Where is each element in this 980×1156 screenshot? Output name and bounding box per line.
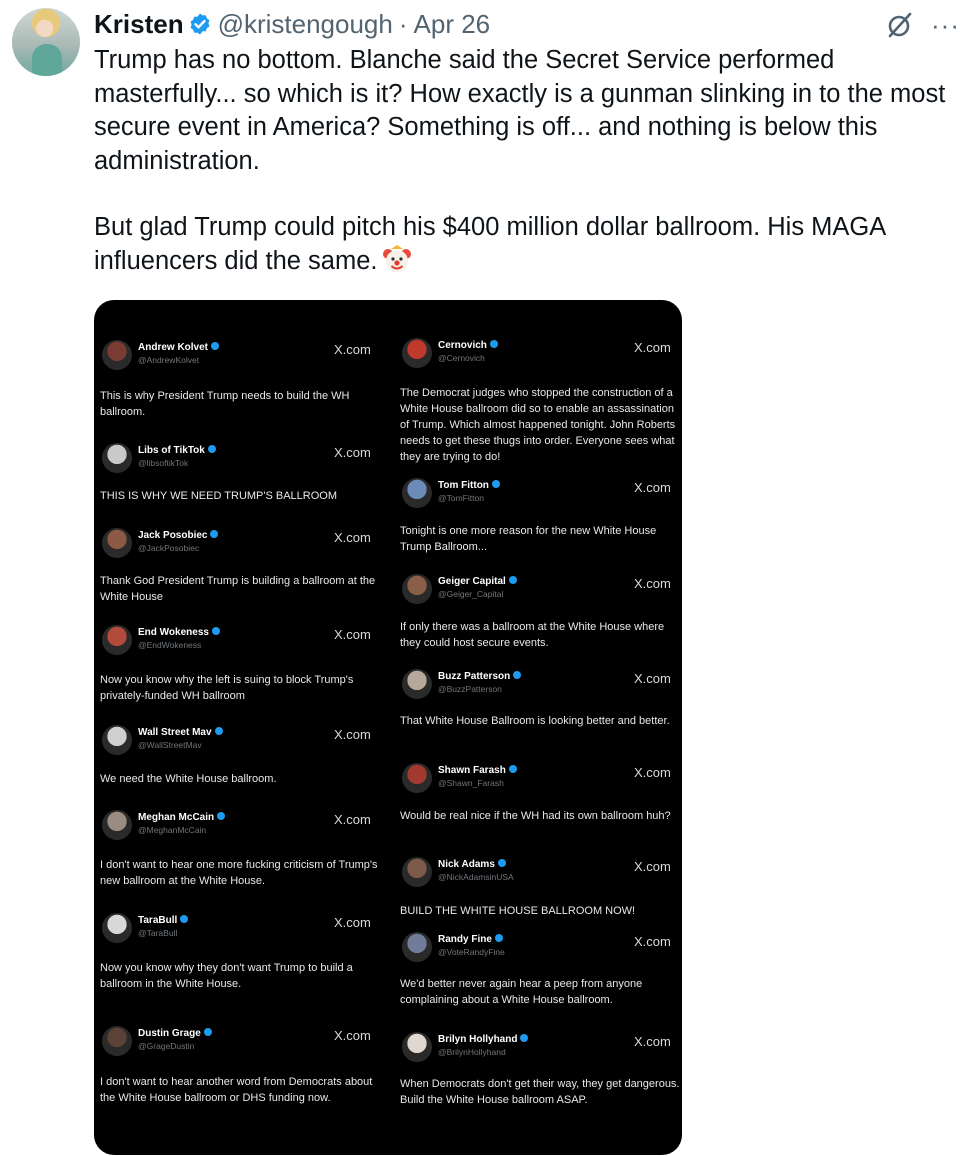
post-author-handle: @libsoftikTok: [138, 458, 189, 468]
post-text: If only there was a ballroom at the White House where they could host secure events.: [400, 621, 665, 649]
verified-badge-icon: [180, 915, 188, 923]
post-author-name-text: Andrew Kolvet: [138, 342, 209, 353]
post-text: I don't want to hear one more fucking criticism of Trump's new ballroom at the White House.: [100, 859, 378, 887]
post-author-name: [438, 934, 503, 945]
post-author-handle: @TomFitton: [438, 493, 484, 503]
left-post-3: [94, 528, 384, 613]
right-post-6: [394, 857, 682, 943]
post-text: Now you know why the left is suing to block Trump's privately-funded WH ballroom: [100, 674, 354, 702]
post-author-name: [438, 340, 498, 351]
post-author-handle: @EndWokeness: [138, 640, 202, 650]
post-author-name: [138, 530, 218, 541]
post-author-name: [438, 765, 517, 776]
post-author-handle: @BrilynHollyhand: [438, 1047, 506, 1057]
post-author-handle: @JackPosobiec: [138, 543, 200, 553]
post-author-name-text: Nick Adams: [438, 859, 495, 870]
verified-badge-icon: [188, 12, 212, 36]
post-author-name-text: Dustin Grage: [138, 1028, 201, 1039]
post-author-handle: @GrageDustin: [138, 1041, 195, 1051]
post-avatar: [102, 913, 132, 943]
post-author-name: [138, 812, 225, 823]
right-post-2: [394, 478, 682, 563]
post-avatar: [102, 625, 132, 655]
post-text: Now you know why they don't want Trump to build a ballroom in the White House.: [100, 962, 353, 990]
post-source-label: X.com: [634, 576, 671, 591]
post-author-handle: @Cernovich: [438, 353, 485, 363]
verified-badge-icon: [509, 765, 517, 773]
post-author-name-text: Wall Street Mav: [138, 727, 212, 738]
post-author-name-text: Meghan McCain: [138, 812, 215, 823]
post-author-name: [438, 859, 506, 870]
tweet-header: [94, 8, 980, 40]
post-text: When Democrats don't get their way, they get dangerous. Build the White House ballroom ASAP.: [400, 1078, 680, 1106]
post-avatar: [402, 1032, 432, 1062]
verified-badge-icon: [208, 445, 216, 453]
post-avatar: [102, 340, 132, 370]
media-image[interactable]: [94, 300, 682, 1155]
right-post-5: [394, 763, 682, 848]
post-source-label: X.com: [334, 342, 371, 357]
grok-icon[interactable]: [885, 10, 915, 40]
post-author-name-text: Randy Fine: [438, 934, 492, 945]
verified-badge-icon: [215, 727, 223, 735]
post-source-label: X.com: [334, 727, 371, 742]
post-source-label: X.com: [334, 530, 371, 545]
post-text: I don't want to hear another word from Democrats about the White House ballroom or DHS funding now.: [100, 1076, 373, 1104]
post-text: Thank God President Trump is building a ballroom at the White House: [100, 575, 376, 603]
verified-badge-icon: [492, 480, 500, 488]
post-source-label: X.com: [634, 340, 671, 355]
post-avatar: [402, 669, 432, 699]
post-avatar: [402, 338, 432, 368]
author-handle[interactable]: @kristengough: [217, 8, 393, 39]
verified-badge-icon: [217, 812, 225, 820]
post-author-handle: @BuzzPatterson: [438, 684, 502, 694]
post-source-label: X.com: [334, 812, 371, 827]
verified-badge-icon: [509, 576, 517, 584]
tweet-paragraph-2: [94, 211, 964, 278]
post-text: Tonight is one more reason for the new White House Trump Ballroom...: [400, 525, 657, 553]
post-text: We need the White House ballroom.: [100, 773, 277, 785]
avatar[interactable]: [12, 8, 80, 76]
verified-badge-icon: [520, 1034, 528, 1042]
post-author-name-text: Buzz Patterson: [438, 671, 511, 682]
post-author-name: [138, 727, 223, 738]
post-source-label: X.com: [634, 934, 671, 949]
right-post-4: [394, 669, 682, 753]
right-post-3: [394, 574, 682, 659]
post-author-name-text: Libs of TikTok: [138, 445, 205, 456]
post-text: THIS IS WHY WE NEED TRUMP'S BALLROOM: [100, 490, 338, 502]
verified-badge-icon: [495, 934, 503, 942]
post-text: BUILD THE WHITE HOUSE BALLROOM NOW!: [400, 905, 636, 917]
post-author-name-text: TaraBull: [138, 915, 178, 926]
post-author-name: [438, 576, 517, 587]
post-author-name: [438, 671, 521, 682]
post-author-handle: @Shawn_Farash: [438, 778, 504, 788]
post-author-name-text: End Wokeness: [138, 627, 209, 638]
post-author-name: [438, 1034, 528, 1045]
left-post-7: [94, 913, 384, 1000]
post-author-handle: @TaraBull: [138, 928, 178, 938]
post-source-label: X.com: [334, 1028, 371, 1043]
post-author-name-text: Tom Fitton: [438, 480, 489, 491]
post-text: This is why President Trump needs to build the WH ballroom.: [100, 390, 350, 418]
left-post-2: [94, 443, 384, 528]
post-author-handle: @WallStreetMav: [138, 740, 202, 750]
post-author-handle: @Geiger_Capital: [438, 589, 504, 599]
post-avatar: [102, 810, 132, 840]
verified-badge-icon: [490, 340, 498, 348]
post-source-label: X.com: [334, 445, 371, 460]
left-post-4: [94, 625, 384, 712]
post-author-handle: @MeghanMcCain: [138, 825, 207, 835]
post-avatar: [402, 574, 432, 604]
verified-badge-icon: [513, 671, 521, 679]
post-avatar: [402, 932, 432, 962]
post-author-handle: @VoteRandyFine: [438, 947, 505, 957]
post-avatar: [402, 478, 432, 508]
more-icon[interactable]: ···: [931, 10, 960, 40]
post-text: That White House Ballroom is looking better and better.: [400, 715, 670, 727]
post-source-label: X.com: [334, 915, 371, 930]
post-author-name: [138, 1028, 212, 1039]
post-author-name-text: Cernovich: [438, 340, 487, 351]
left-post-8: [94, 1026, 384, 1114]
post-source-label: X.com: [634, 765, 671, 780]
left-post-5: [94, 725, 384, 811]
verified-badge-icon: [210, 530, 218, 538]
right-post-7: [394, 932, 682, 1016]
left-post-6: [94, 810, 384, 897]
post-text: We'd better never again hear a peep from anyone complaining about a White House ballroom.: [400, 978, 643, 1006]
verified-badge-icon: [211, 342, 219, 350]
post-source-label: X.com: [634, 671, 671, 686]
post-text: Would be real nice if the WH had its own ballroom huh?: [400, 810, 671, 822]
post-author-handle: @NickAdamsinUSA: [438, 872, 514, 882]
post-author-name-text: Jack Posobiec: [138, 530, 208, 541]
post-source-label: X.com: [334, 627, 371, 642]
post-source-label: X.com: [634, 1034, 671, 1049]
left-post-1: [94, 340, 384, 428]
post-source-label: X.com: [634, 859, 671, 874]
post-author-name: [138, 627, 220, 638]
post-author-name: [138, 342, 219, 353]
verified-badge-icon: [498, 859, 506, 867]
clown-face-emoji: [382, 245, 412, 275]
post-author-name-text: Geiger Capital: [438, 576, 506, 587]
verified-badge-icon: [204, 1028, 212, 1036]
post-author-name-text: Shawn Farash: [438, 765, 506, 776]
post-avatar: [102, 725, 132, 755]
tweet-date[interactable]: Apr 26: [413, 8, 491, 39]
tweet-paragraph-2-text: But glad Trump could pitch his $400 million dollar ballroom. His MAGA influencers did the same.: [94, 213, 885, 275]
post-author-name: [138, 445, 216, 456]
tweet-paragraph-1: Trump has no bottom. Blanche said the Secret Service performed masterfully... so which is it? How exactly is a gunman slinking in to the most secure event in America? Something is off... and nothing is below this administration.: [94, 46, 946, 175]
post-author-name: [438, 480, 500, 491]
post-avatar: [402, 763, 432, 793]
post-author-name: [138, 915, 188, 926]
right-post-8: [394, 1032, 682, 1116]
post-avatar: [102, 443, 132, 473]
tweet-text: [94, 44, 964, 278]
right-post-1: [394, 338, 682, 463]
post-author-name-text: Brilyn Hollyhand: [438, 1034, 518, 1045]
post-avatar: [102, 528, 132, 558]
post-text: The Democrat judges who stopped the construction of a White House ballroom did so to enable an assassination of Trump. Which almost happened tonight. John Roberts needs to get these thugs into order. Everyone sees what they are trying to do!: [400, 387, 676, 463]
post-source-label: X.com: [634, 480, 671, 495]
author-name[interactable]: Kristen: [94, 8, 184, 39]
post-avatar: [402, 857, 432, 887]
separator: ·: [398, 8, 408, 39]
verified-badge-icon: [212, 627, 220, 635]
post-author-handle: @AndrewKolvet: [138, 355, 200, 365]
post-avatar: [102, 1026, 132, 1056]
